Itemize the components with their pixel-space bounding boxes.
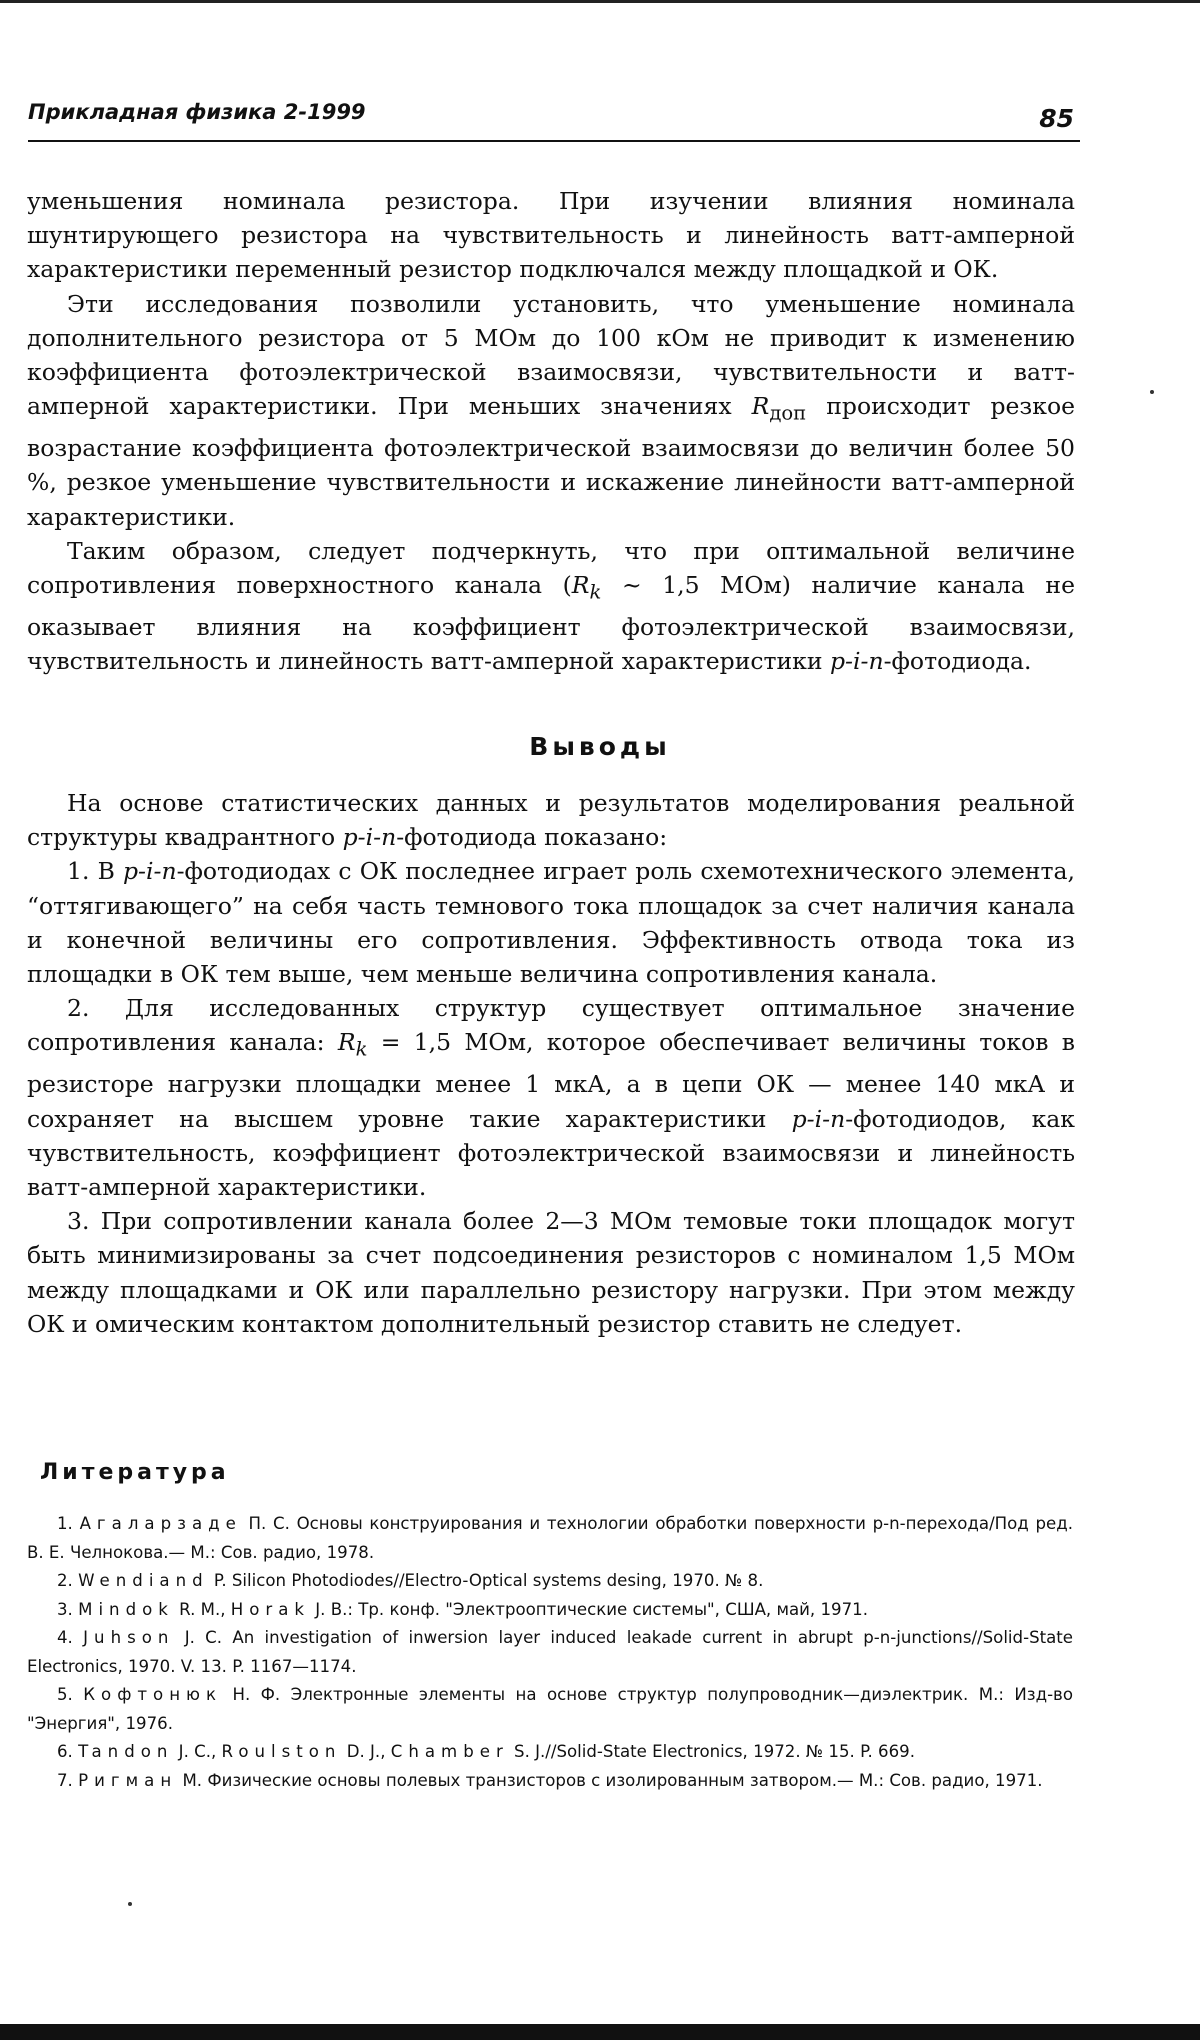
conclusion-2-text-c: -фотодиодов, как чувствительность, коэффициент фотоэлектрической взаимосвязи и линейность ватт-амперной характеристики.	[27, 1104, 1075, 1201]
reference-author: Chamber	[390, 1742, 509, 1761]
conclusion-1-text-a: 1. В	[67, 857, 123, 886]
intro-section	[27, 184, 1075, 678]
reference-item: 1. Агаларзаде П. С. Основы конструирования и технологии обработки поверхности p-n-перехода/Под ред. В. Е. Челнокова.— М.: Сов. радио, 1978.	[27, 1514, 1073, 1562]
reference-item: 6. Tandon J. C., Roulston D. J., Chamber S. J.//Solid-State Electronics, 1972. № 15. P. 669.	[57, 1742, 915, 1761]
reference-item: 5. Кофтонюк Н. Ф. Электронные элементы на основе структур полупроводник—диэлектрик. М.: Изд-во "Энергия", 1976.	[27, 1685, 1073, 1733]
scan-speck	[128, 1902, 132, 1906]
reference-author: Кофтонюк	[83, 1685, 223, 1704]
reference-item: 3. Mindok R. M., Horak J. B.: Тр. конф. "Электрооптические системы", США, май, 1971.	[57, 1599, 868, 1619]
scan-edge-top	[0, 0, 1200, 3]
symbol-r-subscript: k	[355, 1038, 368, 1062]
symbol-r: R	[751, 392, 770, 421]
symbol-r-subscript: доп	[769, 401, 807, 425]
paragraph-2-text-a: Эти исследования позволили установить, что уменьшение номинала дополнительного резистора от 5 МОм до 100 кОм не приводит к изменению коэффициента фотоэлектрической взаимосвязи, чувствительности и ватт-амперной характеристики. При меньших значениях	[27, 289, 1075, 421]
section-heading-conclusions: Выводы	[529, 732, 671, 761]
scan-edge-bottom	[0, 2024, 1200, 2040]
reference-author: Wendiand	[78, 1571, 209, 1590]
paragraph-1-text: уменьшения номинала резистора. При изучении влияния номинала шунтирующего резистора на чувствительность и линейность ватт-амперной характеристики переменный резистор подключался между площадкой и ОК.	[27, 187, 1075, 284]
symbol-r: R	[337, 1028, 356, 1057]
reference-author: Juhson	[83, 1628, 175, 1647]
reference-author: Tandon	[78, 1742, 174, 1761]
paragraph-3	[27, 534, 1075, 679]
conclusion-item-1	[27, 854, 1075, 991]
conclusions-lead	[27, 786, 1075, 854]
reference-author: Roulston	[221, 1742, 342, 1761]
conclusion-item-3	[27, 1204, 1075, 1341]
paragraph-2-text-b: происходит резкое возрастание коэффициента фотоэлектрической взаимосвязи до величин более 50 %, резкое уменьшение чувствительности и искажение линейности ватт-амперной характеристики.	[27, 392, 1075, 531]
pin-term: p-i-n	[342, 823, 397, 852]
reference-item: 4. Juhson J. C. An investigation of inwersion layer induced leakade current in abrupt p-n-junctions//Solid-State Electronics, 1970. V. 13. P. 1167—1174.	[27, 1628, 1073, 1676]
reference-list	[27, 1510, 1073, 1795]
scan-speck	[1150, 390, 1154, 394]
lead-text-a: На основе статистических данных и результатов моделирования реальной структуры квадрантного	[27, 789, 1075, 852]
paragraph-2	[27, 287, 1075, 534]
conclusion-1-text-b: -фотодиодах с ОК последнее играет роль схемотехнического элемента, “оттягивающего” на себя часть темнового тока площадок за счет наличия канала и конечной величины его сопротивления. Эффективность отвода тока из площадки в ОК тем выше, чем меньше величина сопротивления канала.	[27, 857, 1075, 989]
reference-author: Mindok	[78, 1599, 174, 1619]
lead-text-b: -фотодиода показано:	[396, 823, 668, 852]
paragraph-3-text-b: ~ 1,5 МОм) наличие канала не оказывает влияния на коэффициент фотоэлектрической взаимосвязи, чувствительность и линейность ватт-амперной характеристики	[27, 570, 1075, 676]
reference-item: 2. Wendiand P. Silicon Photodiodes//Electro-Optical systems desing, 1970. № 8.	[57, 1571, 764, 1590]
conclusions-section	[27, 786, 1075, 1341]
reference-author: Ригман	[78, 1770, 178, 1790]
reference-author: Агаларзаде	[79, 1514, 242, 1533]
reference-author: Horak	[230, 1599, 311, 1619]
paragraph-3-text-c: -фотодиода.	[883, 647, 1032, 676]
paragraph-1	[27, 184, 1075, 287]
paragraph-3-text-a: Таким образом, следует подчеркнуть, что при оптимальной величине сопротивления поверхностного канала (	[27, 536, 1075, 599]
conclusion-item-2	[27, 991, 1075, 1204]
conclusion-3-text: 3. При сопротивлении канала более 2—3 МОм темовые токи площадок могут быть минимизированы за счет подсоединения резисторов с номиналом 1,5 МОм между площадками и ОК или параллельно резистору нагрузки. При этом между ОК и омическим контактом дополнительный резистор ставить не следует.	[27, 1207, 1075, 1338]
symbol-r-subscript: k	[589, 580, 602, 604]
conclusion-2-text-a: 2. Для исследованных структур существует оптимальное значение сопротивления канала:	[27, 994, 1075, 1057]
journal-title: Прикладная физика 2-1999	[28, 100, 366, 124]
page-number: 85	[1039, 104, 1074, 133]
conclusion-2-text-b: = 1,5 МОм, которое обеспечивает величины токов в резисторе нагрузки площадки менее 1 мкА, а в цепи ОК — менее 140 мкА и сохраняет на высшем уровне такие характеристики	[27, 1028, 1075, 1133]
running-header	[28, 100, 1080, 142]
pin-term: p-i-n	[123, 857, 177, 886]
symbol-r: R	[571, 570, 590, 599]
pin-term: p-i-n	[791, 1104, 846, 1133]
section-heading-references: Литература	[40, 1460, 230, 1485]
reference-item: 7. Ригман М. Физические основы полевых транзисторов с изолированным затвором.— М.: Сов. радио, 1971.	[57, 1770, 1043, 1790]
pin-term: p-i-n	[830, 647, 884, 676]
